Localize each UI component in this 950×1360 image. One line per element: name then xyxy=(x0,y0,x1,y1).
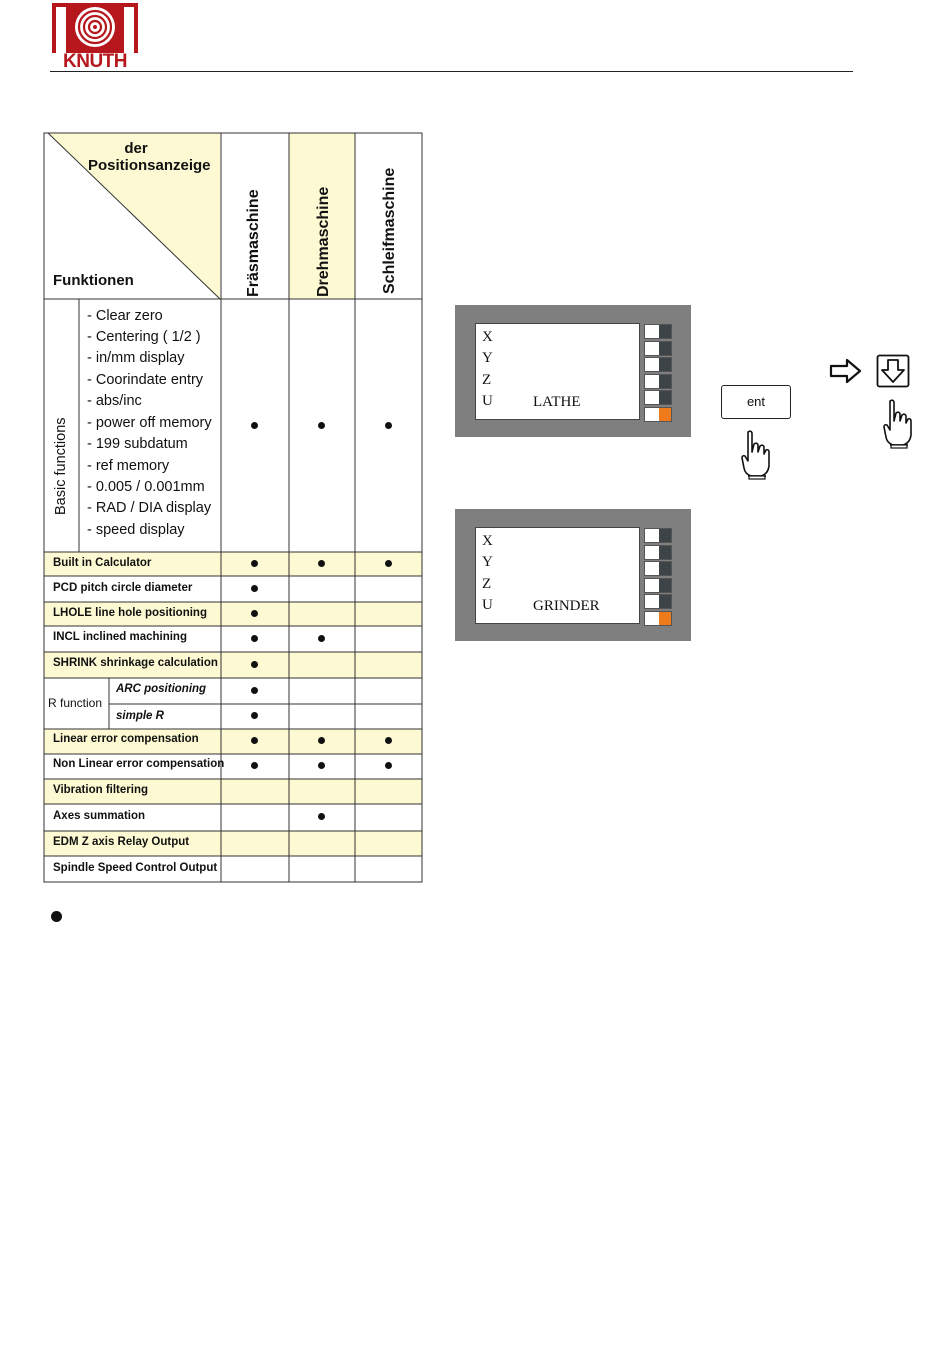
row-label-shrink: SHRINK shrinkage calculation xyxy=(53,657,218,669)
row-label-nonlinear-comp: Non Linear error compensation xyxy=(53,758,225,770)
softkey[interactable] xyxy=(644,594,672,609)
feature-mark xyxy=(251,585,258,592)
header-diag-bottom: Funktionen xyxy=(53,272,134,289)
row-label-simple-r: simple R xyxy=(116,710,164,722)
pointing-hand-icon xyxy=(882,399,914,449)
column-header-fraesmaschine: Fräsmaschine xyxy=(245,189,262,297)
header-diag-top-line1: der xyxy=(124,140,148,157)
basic-item: - abs/inc xyxy=(87,393,142,409)
row-label-incl: INCL inclined machining xyxy=(53,631,187,643)
feature-mark xyxy=(318,762,325,769)
column-header-drehmaschine: Drehmaschine xyxy=(315,186,332,297)
basic-item: - power off memory xyxy=(87,415,212,431)
softkey[interactable] xyxy=(644,374,672,389)
feature-mark xyxy=(385,737,392,744)
row-label-axes-sum: Axes summation xyxy=(53,810,146,822)
softkey[interactable] xyxy=(644,324,672,339)
basic-item: - Clear zero xyxy=(87,308,163,324)
feature-mark xyxy=(318,635,325,642)
mode-label: GRINDER xyxy=(533,598,600,614)
softkey[interactable] xyxy=(644,578,672,593)
basic-item: - ref memory xyxy=(87,458,170,474)
function-table xyxy=(43,131,423,883)
display-screen xyxy=(475,527,640,624)
softkey-selected[interactable] xyxy=(644,407,672,422)
mode-label: LATHE xyxy=(533,394,581,410)
axis-label: Y xyxy=(482,350,493,366)
axis-label: Y xyxy=(482,554,493,570)
row-label-linear-comp: Linear error compensation xyxy=(53,733,199,745)
axis-label: Z xyxy=(482,576,492,592)
feature-mark xyxy=(318,737,325,744)
row-label-lhole: LHOLE line hole positioning xyxy=(53,607,207,619)
softkey[interactable] xyxy=(644,545,672,560)
column-header-schleifmaschine: Schleifmaschine xyxy=(381,167,398,294)
row-label-pcd: PCD pitch circle diameter xyxy=(53,582,193,594)
feature-mark xyxy=(251,635,258,642)
display-panel-lathe xyxy=(455,305,691,437)
feature-mark xyxy=(251,560,258,567)
feature-mark xyxy=(251,661,258,668)
row-label-vibration: Vibration filtering xyxy=(53,784,148,796)
basic-item: - in/mm display xyxy=(87,350,185,366)
knuth-logo xyxy=(52,3,138,71)
basic-item: - 199 subdatum xyxy=(87,436,188,452)
softkey[interactable] xyxy=(644,561,672,576)
softkey[interactable] xyxy=(644,357,672,372)
axis-label: U xyxy=(482,597,493,613)
feature-mark xyxy=(251,712,258,719)
basic-item: - Coorindate entry xyxy=(87,372,204,388)
basic-item: - speed display xyxy=(87,522,185,538)
row-label-edm: EDM Z axis Relay Output xyxy=(53,836,190,848)
header-divider xyxy=(50,71,853,72)
logo-emblem-icon xyxy=(52,3,138,53)
row-label-arc: ARC positioning xyxy=(116,683,207,695)
basic-item: - 0.005 / 0.001mm xyxy=(87,479,205,495)
feature-mark xyxy=(318,560,325,567)
logo-wordmark: KNUTH xyxy=(63,51,127,72)
row-group-r-function: R function xyxy=(48,696,103,710)
axis-label: Z xyxy=(482,372,492,388)
row-marks xyxy=(43,131,423,883)
display-screen xyxy=(475,323,640,420)
softkey-selected[interactable] xyxy=(644,611,672,626)
basic-functions-label: Basic functions xyxy=(53,417,69,515)
basic-item: - RAD / DIA display xyxy=(87,500,212,516)
legend-bullet-icon xyxy=(51,911,62,922)
axis-label: X xyxy=(482,533,493,549)
feature-mark xyxy=(318,813,325,820)
header-diag-top-line2: Positionsanzeige xyxy=(88,157,211,174)
row-label-calculator: Built in Calculator xyxy=(53,557,152,569)
softkey[interactable] xyxy=(644,341,672,356)
feature-mark xyxy=(251,762,258,769)
feature-mark xyxy=(385,762,392,769)
display-panel-grinder xyxy=(455,509,691,641)
down-arrow-key-icon[interactable] xyxy=(876,354,910,388)
feature-mark xyxy=(251,737,258,744)
feature-mark xyxy=(385,560,392,567)
softkey[interactable] xyxy=(644,390,672,405)
right-arrow-icon xyxy=(829,358,863,384)
feature-mark xyxy=(251,687,258,694)
basic-item: - Centering ( 1/2 ) xyxy=(87,329,201,345)
pointing-hand-icon xyxy=(740,430,772,480)
row-label-spindle: Spindle Speed Control Output xyxy=(53,862,218,874)
ent-button[interactable]: ent xyxy=(721,385,791,419)
axis-label: U xyxy=(482,393,493,409)
softkey[interactable] xyxy=(644,528,672,543)
axis-label: X xyxy=(482,329,493,345)
feature-mark xyxy=(251,610,258,617)
